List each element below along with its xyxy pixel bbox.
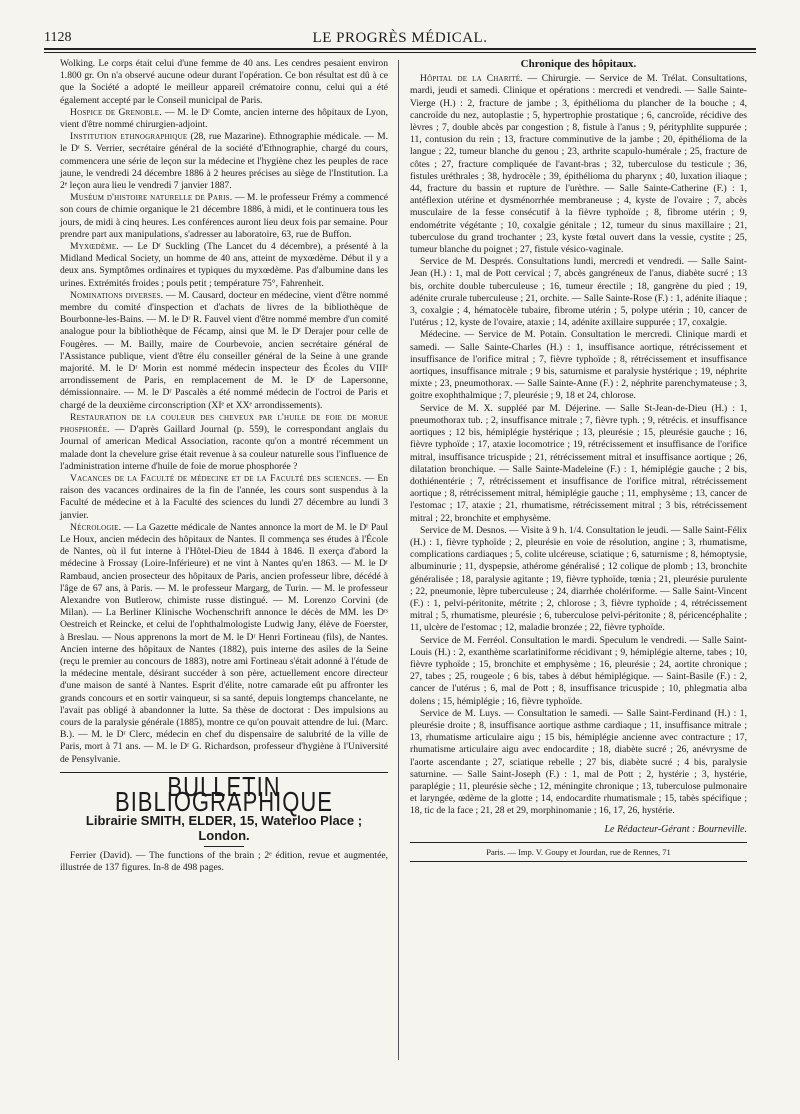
bulletin-title: BULLETIN BIBLIOGRAPHIQUE bbox=[115, 770, 333, 818]
column-divider bbox=[398, 60, 399, 1060]
article-heading: Institution ethnographique bbox=[70, 131, 188, 143]
header-rule bbox=[44, 48, 756, 50]
article-heading: Hospice de Grenoble. bbox=[70, 106, 162, 118]
article-paragraph bbox=[60, 107, 388, 131]
intro-paragraph: Wolking. Le corps était celui d'une femme de 40 ans. Les cendres pesaient environ 1.800 gr. On n'a observé aucune odeur durant l'opération. Ce bon résultat est dû à ce que la Société a adopté le meilleur appareil crématoire connu, celui qui a été également accepté par le Conseil municipal de Paris. bbox=[60, 58, 388, 106]
bulletin-publisher: Librairie SMITH, ELDER, 15, Waterloo Place ; London. bbox=[85, 813, 363, 844]
article-paragraph bbox=[60, 522, 388, 766]
left-column bbox=[60, 58, 388, 875]
article-paragraph bbox=[410, 635, 747, 708]
article-paragraph bbox=[60, 241, 388, 290]
article-body: (28, rue Mazarine). Ethnographie médicale. — M. le Dʳ S. Verrier, secrétaire général de la société d'Ethnographie, chargé du cours, commencera une série de leçon sur la médecine et l'hygiène chez les peuples de race jaune, le vendredi 24 décembre 1886 à 2 heures précises au siège de l'Institution. La 2ᵉ leçon aura lieu le vendredi 7 janvier 1887. bbox=[60, 131, 389, 192]
article-paragraph bbox=[60, 131, 388, 192]
imprint: Paris. — Imp. V. Goupy et Jourdan, rue de Rennes, 71 bbox=[486, 846, 671, 857]
article-heading: Myxœdème. bbox=[70, 241, 119, 253]
bulletin-short-rule bbox=[204, 846, 244, 847]
right-column bbox=[410, 58, 747, 862]
article-body: — Le Dʳ Suckling (The Lancet du 4 décembre), a présenté à la Midland Medical Society, un homme de 40 ans, atteint de myxœdème. Début il y a deux ans. Symptômes ordinaires et typiques du myxœdème. Pas d'albumine dans les urines. Extrémités froides ; pouls petit ; température 75°, Fahrenheit. bbox=[60, 241, 388, 289]
chronique-title: Chronique des hôpitaux. bbox=[520, 58, 637, 70]
hospital-services bbox=[410, 73, 747, 817]
article-paragraph bbox=[410, 73, 747, 256]
journal-title: LE PROGRÈS MÉDICAL. bbox=[312, 30, 488, 46]
article-body: — En raison des vacances ordinaires de la fin de l'année, les cours sont suspendus à la Faculté de médecine et à la Faculté des sciences du lundi 27 décembre au lundi 3 janvier. bbox=[60, 472, 389, 521]
article-heading: Hôpital de la Charité. bbox=[420, 73, 523, 85]
article-heading: Restauration de la couleur des cheveux par l'huile de foie de morue phosphorée. bbox=[60, 411, 388, 436]
article-paragraph bbox=[410, 329, 747, 402]
article-body: Service de M. Desnos. — Visite à 9 h. 1/4. Consultation le jeudi. — Salle Saint-Félix (H.) : 1, fièvre typhoïde ; 2, pleurésie en voie de résolution, angine ; 3, rhumatisme, complications cardiaques ; 5, colite ulcéreuse, sciatique ; 6, saturnisme ; 8, hémoptysie, albuminurie ; 11, dyspepsie, athérome généralisé ; 12 colique de plomb ; 13, bronchite généralisée ; 18, paralysie agitante ; 19, fièvre typhoïde, tœnia ; 21, pleurésie purulente ; 22, pneumonie, lèpre tuberculeuse ; 24, diarrhée cholériforme. — Salle Saint-Vincent (F.) : 1, pelvi-péritonite, métrite ; 2, chlorose ; 3, fièvre typhoïde ; 4, rétrécissement mitral ; 5, rhumatisme, pleurésie ; 6, tuberculose pelvi-péritonite ; 8, péricencéphalite ; 11, ulcère de l'estomac ; 12, maladie bronzée ; 22, fièvre typhoïde. bbox=[410, 524, 747, 634]
signature: Le Rédacteur-Gérant : Bourneville. bbox=[604, 823, 747, 835]
article-paragraph bbox=[410, 256, 747, 329]
article-body: — D'après Gaillard Journal (p. 559), le correspondant anglais du Journal of american Medical Association, raconte qu'on a montré récemment un malade dont la chevelure grise était revenue à sa couleur naturelle sous l'influence de l'administration interne d'huile de foie de morue phosphorée ? bbox=[60, 424, 388, 472]
article-body: Médecine. — Service de M. Potain. Consultation le mercredi. Clinique mardi et samedi. — Salle Sainte-Charles (H.) : 1, insuffisance aortique, rétrécissement et insuffisance de l'orifice mitral ; 7, fièvre typhoïde ; 8, rétrécissement et insuffisance aortiques, insuffisance mitrale ; 9 bis, saturnisme et paralysie hystérique ; 19, néphrite mixte ; 23, pneumothorax. — Salle Sainte-Anne (F.) : 2, néphrite parenchymateuse ; 3, goitre exophthalmique ; 7, pleurésie ; 9, 18 et 24, chlorose. bbox=[410, 329, 747, 402]
page-header bbox=[44, 30, 756, 46]
article-body: Service de M. Luys. — Consultation le samedi. — Salle Saint-Ferdinand (H.) : 1, pleurésie droite ; 8, insuffisance aortique asthme cardiaque ; 11, insuffisance mitrale ; 13, rhumatisme articulaire aigu ; 15 bis, hémiplégie ancienne avec contracture ; 17, rhumatisme articulaire aigu avec endocardite ; 18, diabète sucré ; 26, anévrysme de l'aorte ascendante ; 27, sciatique rebelle ; 27 bis, diabète sucré ; 4 bis, paralysie saturnine. — Salle Saint-Joseph (F.) : 1, mal de Pott ; 2, hystérie ; 3, hystérie, paraplégie ; 11, pleurésie sèche ; 12, méningite chronique ; 13, tuberculose pulmonaire et laryngée, œdème de la glotte ; 14, endocardite rhumatismale ; 15, tabès spécifique ; 18, tic de la face ; 21, 28 et 29, morphinomanie ; 16, 17, 26, hystérie. bbox=[410, 707, 747, 817]
article-body: Service de M. Ferréol. Consultation le mardi. Speculum le vendredi. — Salle Saint-Louis (H.) : 2, exanthème scarlatiniforme récidivant ; 9, hémiplégie alterne, tabes ; 10, fièvre typhoïde ; 15, bronchite et emphysème ; 16, pleurésie ; 24, aortite chronique ; 27, tabes ; 25, rougeole ; 6 bis, tabes à début hémiplégique. — Saint-Basile (F.) : 2, cancer de l'utérus ; 6, mal de Pott ; 8, insuffisance tricuspide ; 10, phlegmatia alba dolens ; 15, hémiplégie ; 16, fièvre typhoïde. bbox=[410, 634, 747, 707]
article-paragraph bbox=[410, 403, 747, 525]
imprint-rule-bottom bbox=[410, 861, 747, 862]
article-paragraph bbox=[60, 290, 388, 412]
article-heading: Vacances de la Faculté de médecine et de la Faculté des sciences. bbox=[70, 472, 362, 484]
article-body: — M. le professeur Frémy a commencé son cours de chimie organique le 21 décembre 1886, à midi, et le continuera tous les jours, de midi à cinq heures. Les conférences auront lieu deux fois par semaine. Pour prendre part aux manipulations, s'adresser au laboratoire, 63, rue de Buffon. bbox=[60, 192, 388, 240]
header-rule-thin bbox=[44, 52, 756, 53]
news-items bbox=[60, 107, 388, 766]
article-body: Service de M. Després. Consultations lundi, mercredi et vendredi. — Salle Saint-Jean (H.) : 1, mal de Pott cervical ; 7, abcès gangréneux de l'anus, diabète sucré ; 13 bis, orchite double tuberculeuse ; 16, tumeur érectile ; 18, gangrène du pied ; 19, adénite crurale tuberculeuse ; 21, orchite. — Salle Sainte-Rose (F.) : 1, adénite iliaque ; 3, coxalgie ; 4, hématocèle tubaire, fibrome utérin ; 5, polype utérin ; 10, cancer de l'utérus ; 12, kyste de l'ovaire, ataxie ; 14, adénite axillaire suppurée ; 17, coxalgie. bbox=[410, 256, 747, 329]
article-body: — Chirurgie. — Service de M. Trélat. Consultations, mardi, jeudi et samedi. Clinique et opérations : mercredi et vendredi. — Salle Sainte-Vierge (H.) : 2, fracture de jambe ; 3, épithélioma du plancher de la bouche ; 4, cancroïde du nez, autoplastie ; 5, hypertrophie prostatique ; 6, cancroïde, récidive des lèvres ; 7, double abcès par congestion ; 8, fistule à l'anus ; 9, pérityphlite suppurée ; 11, contusion du rein ; 13, fracture comminutive de la jambe ; 20, épithélioma de la langue ; 22, tumeur blanche du genou ; 23, arthrite scapulo-humérale ; 25, fracture de côtes ; 27, fracture compliquée de l'avant-bras ; 32, tuberculose du testicule ; 36, fistules uréthrales ; 38, hydrocèle ; 39, épithélioma du pharynx ; 40, luxation iliaque ; 44, fracture du bassin et rupture de l'urèthre. — Salle Sainte-Catherine (F.) : 1, antéflexion utérine et dysménorrhée membraneuse ; 4, kyste de l'ovaire ; 7, abcès musculaire de la fesse consécutif à la fièvre typhoïde ; 8, fibrome utérin ; 9, endométrite végétante ; 10, coxalgie génitale ; 12, tumeur du sinus maxillaire ; 21, tuberculose du grand trochanter ; 23, kyste fœtal ouvert dans la vessie, cystite ; 25, tumeur blanche du poignet ; 27, fistule vésico-vaginale. bbox=[410, 73, 747, 256]
article-body: — La Gazette médicale de Nantes annonce la mort de M. le Dʳ Paul Le Houx, ancien médecin des hôpitaux de Nantes. Il commença ses études à l'École de Nantes, où il fut interne à l'Hôtel-Dieu de 1844 à 1846. Il exerça d'abord la médecine à Frossay (Loire-Inférieure) et ne vint à Nantes qu'en 1863. — M. le Dʳ Rambaud, ancien prosecteur des hôpitaux de Paris, ancien professeur libre, décédé à l'âge de 67 ans, à Paris. — M. le professeur Margarg, de Turin. — M. le professeur Alexandre von Butlerow, chimiste russe distingué. — M. Lorenzo Corvini (de Milan). — La Berliner Klinische Wochenschrift annonce le décès de MM. les Dʳˢ Oestreich et Reincke, et celui de l'ophthalmologiste Ludwig Jany, élève de Foerster, à Breslau. — Nous apprenons la mort de M. le Dʳ Henri Fortineau (fils), de Nantes. Ancien interne des hôpitaux de Nantes (1882), puis interne des asiles de la Seine (reçu le premier au concours de 1883), notre ami Fortineau s'était adonné à l'étude de la médecine mentale, désirant succéder à son père, actuellement encore directeur d'une maison de santé à Nantes. Esprit d'élite, notre camarade eût pu affronter les grands concours et en sortir vainqueur, si sa santé, depuis longtemps chancelante, ne l'avait pas obligé à abandonner la lutte. Sa thèse de doctorat : Des impulsions au cours de la paralysie générale (1885), montre ce qu'on pouvait attendre de lui. (Marc. B.). — M. le Dʳ Clerc, médecin en chef du dispensaire de salubrité de la ville de Paris, mort à 71 ans. — M. le Dʳ G. Richardson, professeur d'hygiène à l'Université de Pensylvanie. bbox=[60, 521, 389, 765]
article-paragraph bbox=[60, 473, 388, 522]
article-heading: Nécrologie. bbox=[70, 521, 122, 533]
article-heading: Nominations diverses. bbox=[70, 289, 164, 301]
article-paragraph bbox=[60, 192, 388, 241]
article-paragraph bbox=[410, 525, 747, 635]
page-number: 1128 bbox=[44, 30, 72, 45]
article-body: Service de M. X. suppléé par M. Déjerine. — Salle St-Jean-de-Dieu (H.) : 1, pneumothorax tub. ; 2, insuffisance mitrale ; 7, fièvre typh. ; 9, rétrécis. et insuffisance aortiques ; 12 bis, hémiplégie hystérique ; 13, pleurésie ; 15, pleurésie gauche ; 16, fièvre typhoïde ; 17, ataxie locomotrice ; 19, rétrécissement et insuffisance de l'orifice mitral, insuffisance tricuspide ; 21, rétrécissement mitral et insuffisance aortique ; 26, dilatation bronchique. — Salle Sainte-Madeleine (F.) : 1, hémiplégie gauche ; 2 bis, dothiénentérie ; 7, rétrécissement et insuffisance de l'orifice mitral, rétrécissement aortique ; 8, rétrécissement mitral, hémiplégie gauche ; 11, emphysème ; 13, cancer de l'estomac ; 17, ataxie ; 21, rhumatisme, rétrécissement mitral ; 3 bis, rétrécissement mitral ; 22, bronchite et emphysème. bbox=[410, 402, 747, 524]
article-body: — M. le Dʳ Comte, ancien interne des hôpitaux de Lyon, vient d'être nommé chirurgien-adjoint. bbox=[60, 106, 388, 131]
bulletin-entry: Ferrier (David). — The functions of the brain ; 2ᵉ édition, revue et augmentée, illustrée de 137 figures. In-8 de 498 pages. bbox=[60, 850, 388, 874]
article-paragraph bbox=[60, 412, 388, 473]
imprint-rule bbox=[410, 842, 747, 843]
article-heading: Muséum d'histoire naturelle de Paris. bbox=[70, 192, 233, 204]
article-body: — M. Causard, docteur en médecine, vient d'être nommé membre du comité d'inspection et d'achats de livres de la bibliothèque de Bourbonne-les-Bains. — M. le Dʳ R. Fauvel vient d'être nommé membre d'un comité analogue pour la bibliothèque de Fécamp, ainsi que M. le Dʳ Derajer pour celle de Fougères. — M. Bailly, maire de Courbevoie, ancien secrétaire général de l'Assistance publique, vient d'être élu conseiller général de la Seine à une grande majorité. M. le Dʳ Morin est nommé médecin inspecteur des Écoles du VIIIᵉ arrondissement de Paris, en remplacement de M. le Dʳ de Lapersonne, démissionnaire. — M. le Dʳ Pascalès a été nommé médecin de l'octroi de Paris et chargé de la deuxième circonscription (XIᵉ et XXᵉ arrondissements). bbox=[60, 289, 388, 411]
article-paragraph bbox=[410, 708, 747, 818]
